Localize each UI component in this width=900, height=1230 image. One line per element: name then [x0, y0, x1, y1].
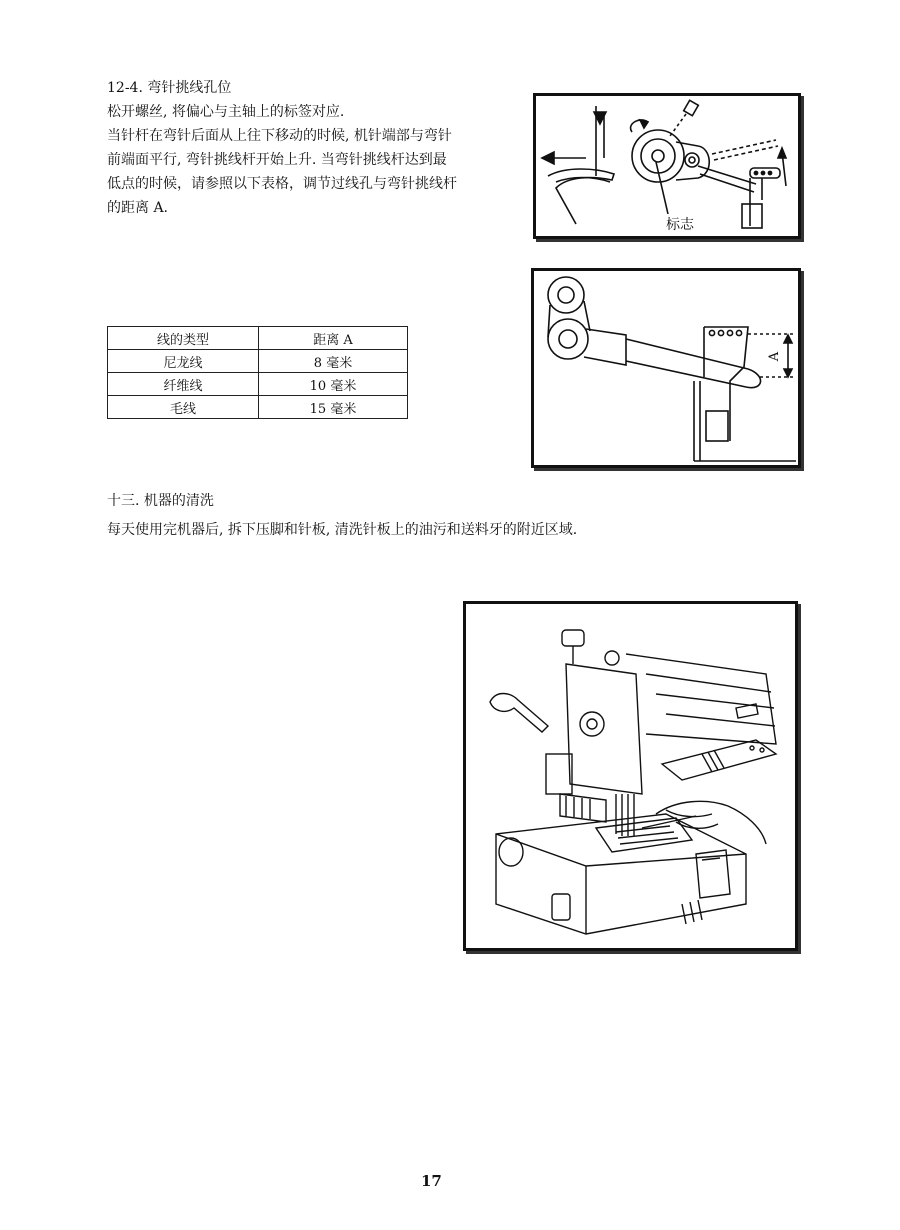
table-header: 距离 A — [259, 327, 408, 350]
distance-a-label: A — [767, 351, 783, 362]
paragraph-line: 当针杆在弯针后面从上往下移动的时候, 机针端部与弯针 — [107, 128, 452, 144]
figure-looper-eccentric — [533, 93, 801, 239]
section-13-body: 每天使用完机器后, 拆下压脚和针板, 清洗针板上的油污和送料牙的附近区域. — [107, 522, 578, 538]
table-cell: 纤维线 — [108, 373, 259, 396]
table-header-row — [108, 327, 408, 350]
table-cell: 尼龙线 — [108, 350, 259, 373]
table-cell: 8 毫米 — [259, 350, 408, 373]
table-cell: 毛线 — [108, 396, 259, 419]
figure-machine-cleaning — [463, 601, 798, 951]
table-cell: 10 毫米 — [259, 373, 408, 396]
paragraph-line: 前端面平行, 弯针挑线杆开始上升. 当弯针挑线杆达到最 — [107, 152, 447, 168]
section-12-4-heading: 12-4. 弯针挑线孔位 — [107, 80, 232, 96]
table-cell: 15 毫米 — [259, 396, 408, 419]
paragraph-line: 松开螺丝, 将偏心与主轴上的标签对应. — [107, 104, 345, 120]
machine-cleaning-drawing — [466, 604, 795, 948]
table-row — [108, 396, 408, 419]
figure-looper-take-up — [531, 268, 801, 468]
looper-take-up-drawing — [534, 271, 798, 465]
paragraph-line: 低点的时候，请参照以下表格，调节过线孔与弯针挑线杆 — [107, 176, 457, 192]
thread-distance-table — [107, 326, 408, 419]
table-row — [108, 350, 408, 373]
mark-label: 标志 — [664, 214, 696, 234]
table-row — [108, 373, 408, 396]
page-number: 17 — [421, 1172, 442, 1190]
section-13-heading: 十三. 机器的清洗 — [107, 493, 214, 509]
table-header: 线的类型 — [108, 327, 259, 350]
paragraph-line: 的距离 A. — [107, 200, 169, 216]
